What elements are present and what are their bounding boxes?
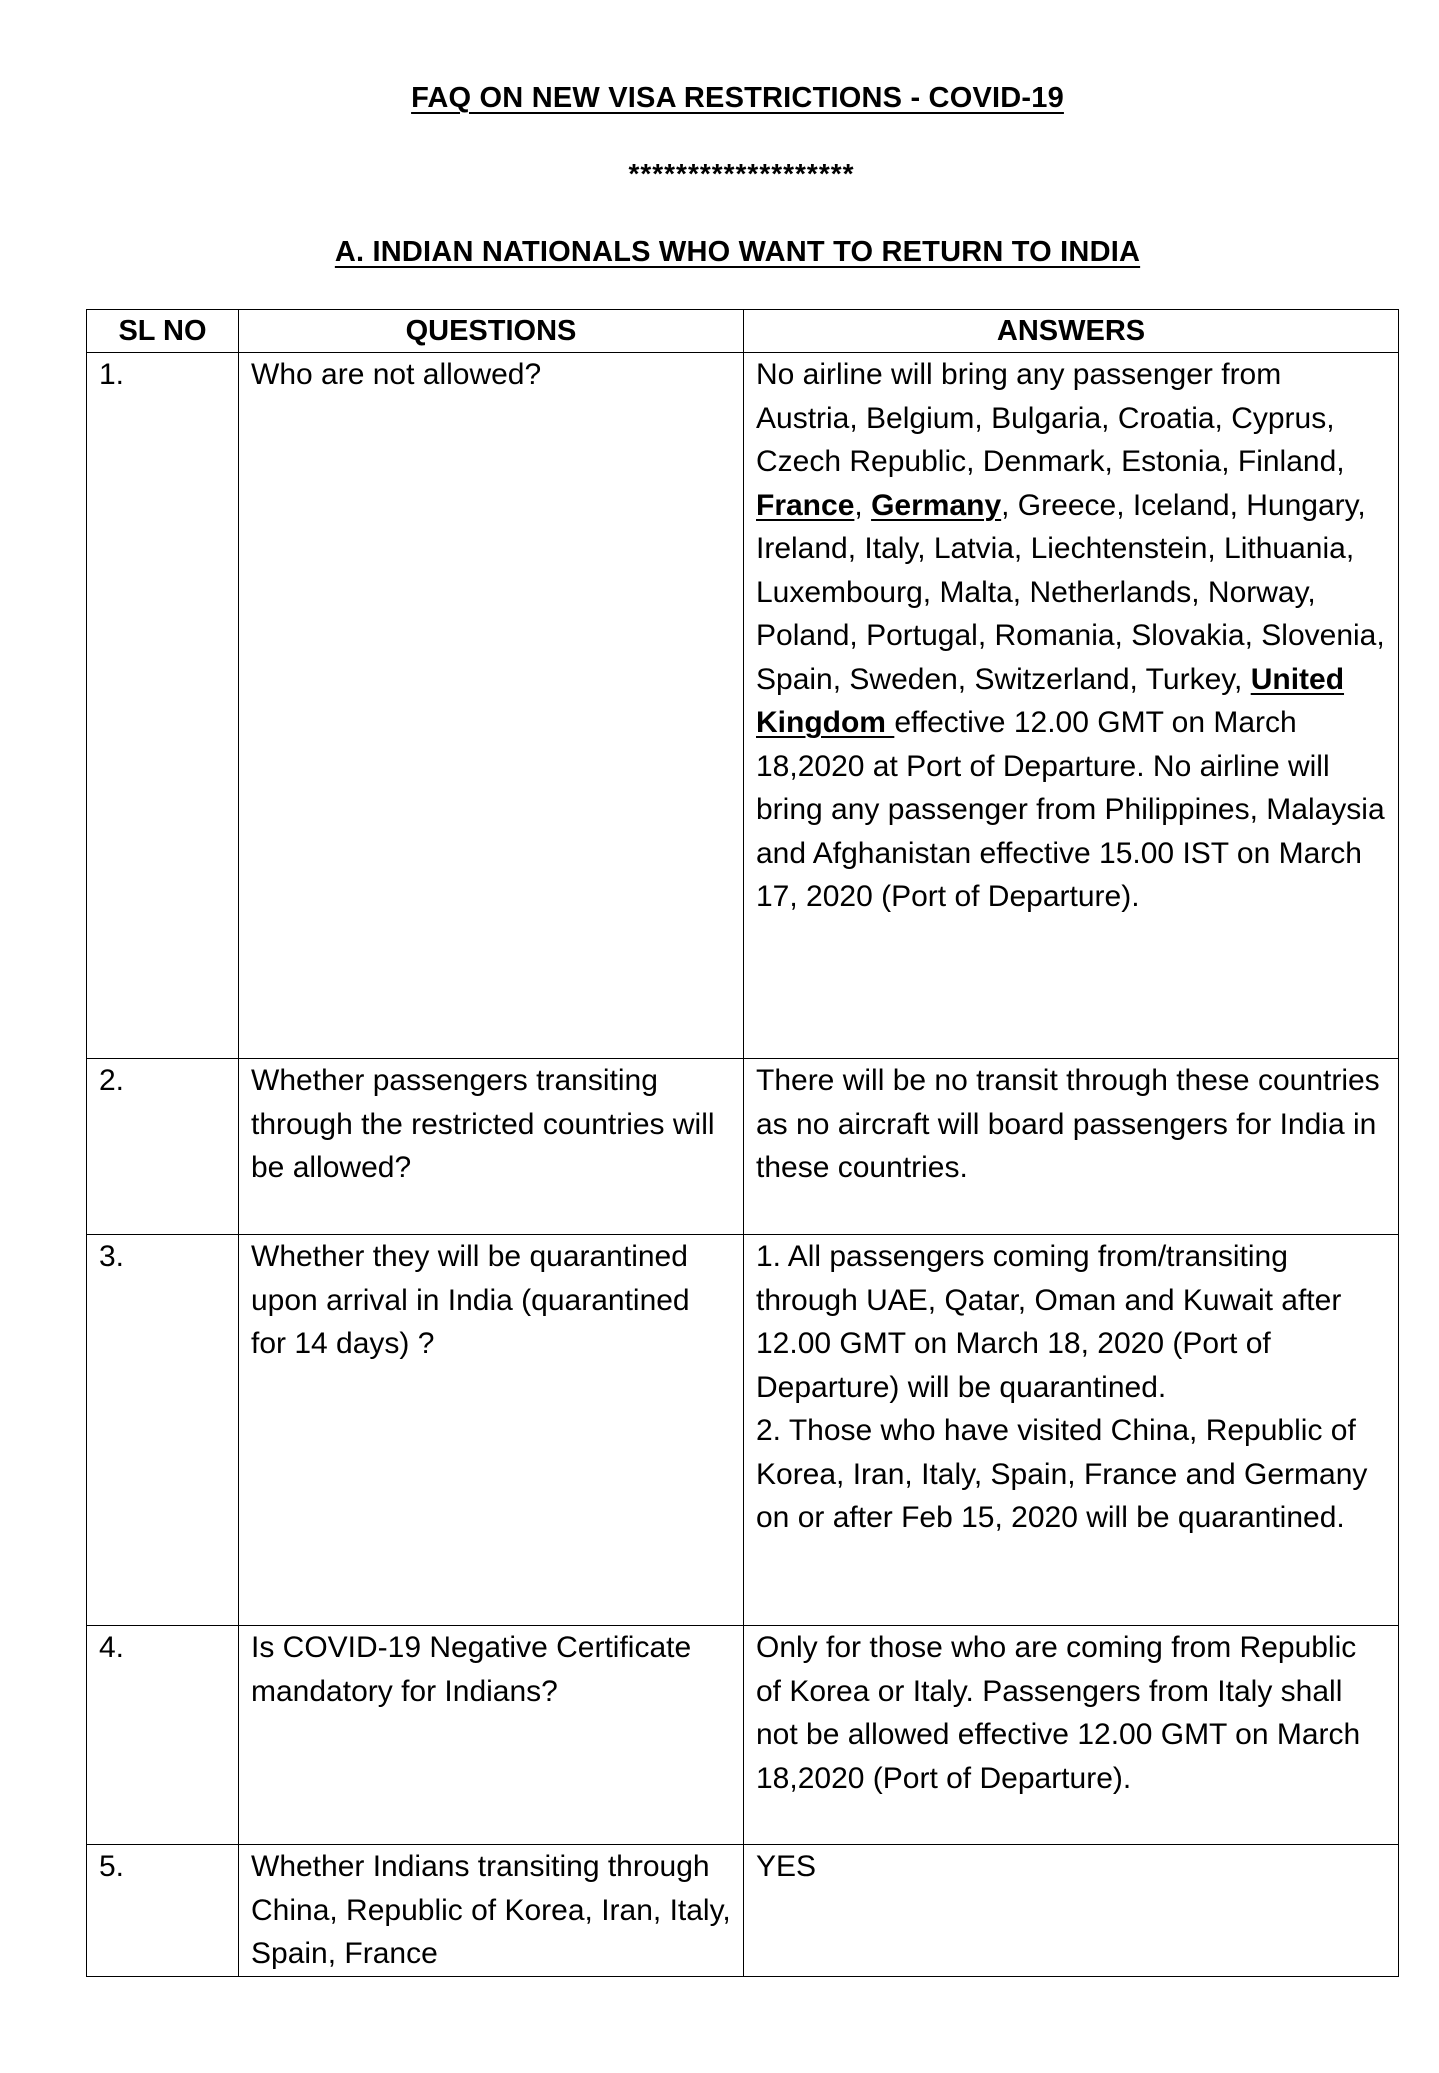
row-number: 2. [87, 1059, 239, 1235]
answer-cell [744, 353, 1399, 1059]
question-cell: Who are not allowed? [239, 353, 744, 1059]
table-row [87, 353, 1399, 1059]
table-row [87, 1235, 1399, 1626]
country-france-link: France [756, 488, 855, 522]
question-cell: Whether Indians transiting through China, Republic of Korea, Iran, Italy, Spain, France [239, 1845, 744, 1977]
table-row [87, 1845, 1399, 1977]
table-row [87, 1059, 1399, 1235]
answer-cell [744, 1235, 1399, 1626]
question-cell: Is COVID-19 Negative Certificate mandatory for Indians? [239, 1626, 744, 1845]
table-row [87, 1626, 1399, 1845]
answer-text: effective 12.00 GMT on March 18,2020 at Port of Departure. No airline will bring any passenger from Philippines, Malaysia and Afghanistan effective 15.00 IST on March 17, 2020 (Port of Departure). [756, 706, 1385, 913]
header-answers: ANSWERS [744, 310, 1399, 353]
answer-text: , Greece, Iceland, Hungary, Ireland, Italy, Latvia, Liechtenstein, Lithuania, Luxembourg, Malta, Netherlands, Norway, Poland, Portugal, Romania, Slovakia, Slovenia, Spain, Sweden, Switzerland, Turkey, [756, 488, 1385, 696]
answer-cell: Only for those who are coming from Republic of Korea or Italy. Passengers from Italy shall not be allowed effective 12.00 GMT on March 18,2020 (Port of Departure). [744, 1626, 1399, 1845]
row-number: 3. [87, 1235, 239, 1626]
answer-point-2: 2. Those who have visited China, Republic of Korea, Iran, Italy, Spain, France and Germany on or after Feb 15, 2020 will be quarantined. [756, 1414, 1368, 1534]
question-cell: Whether they will be quarantined upon arrival in India (quarantined for 14 days) ? [239, 1235, 744, 1626]
question-cell: Whether passengers transiting through the restricted countries will be allowed? [239, 1059, 744, 1235]
faq-table [86, 309, 1399, 1977]
row-number: 5. [87, 1845, 239, 1977]
answer-cell: YES [744, 1845, 1399, 1977]
answer-cell: There will be no transit through these countries as no aircraft will board passengers for India in these countries. [744, 1059, 1399, 1235]
country-germany-link: Germany [871, 488, 1002, 522]
row-number: 1. [87, 353, 239, 1059]
document-title: FAQ ON NEW VISA RESTRICTIONS - COVID-19 [411, 82, 1064, 114]
table-header-row [87, 310, 1399, 353]
separator-asterisks: ******************* [628, 158, 855, 189]
answer-text: No airline will bring any passenger from Austria, Belgium, Bulgaria, Croatia, Cyprus, Czech Republic, Denmark, Estonia, Finland, [756, 358, 1345, 478]
answer-text: , [854, 488, 872, 522]
header-questions: QUESTIONS [239, 310, 744, 353]
country-uk-link: United Kingdom [756, 662, 1345, 739]
header-sl-no: SL NO [87, 310, 239, 353]
row-number: 4. [87, 1626, 239, 1845]
answer-point-1: 1. All passengers coming from/transiting through UAE, Qatar, Oman and Kuwait after 12.00 GMT on March 18, 2020 (Port of Departure) will be quarantined. [756, 1240, 1342, 1404]
section-title: A. INDIAN NATIONALS WHO WANT TO RETURN TO INDIA [334, 236, 1141, 268]
